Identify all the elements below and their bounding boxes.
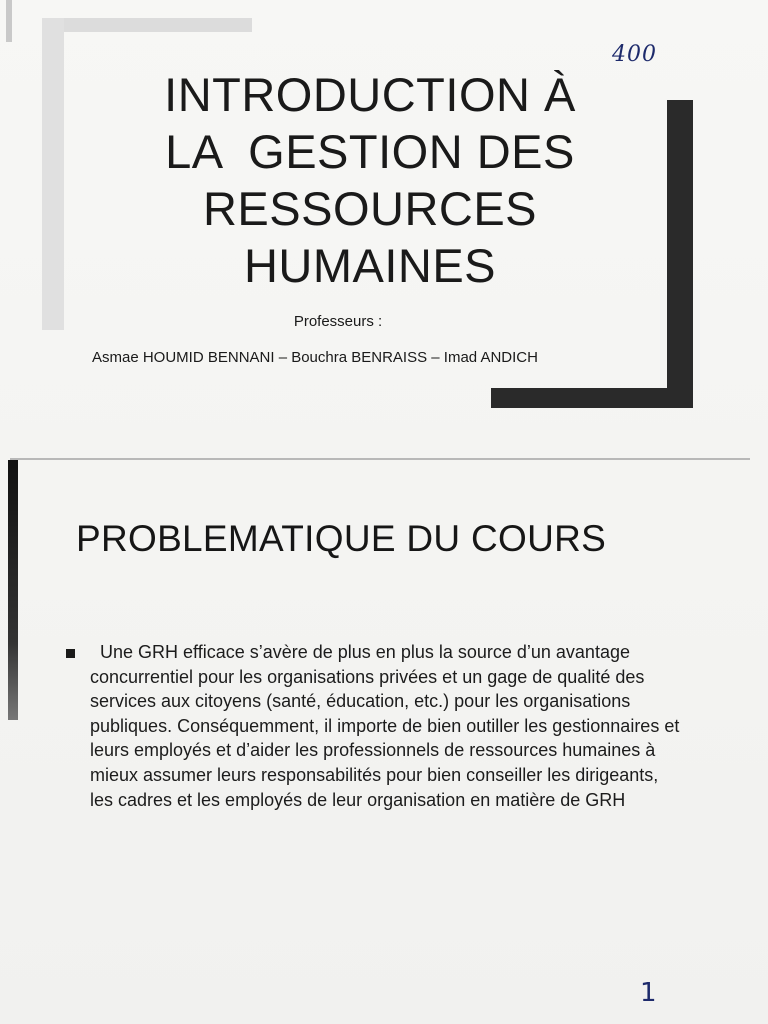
- authors-list: Asmae HOUMID BENNANI – Bouchra BENRAISS – Imad ANDICH: [92, 349, 538, 366]
- professors-label: Professeurs :: [293, 313, 383, 330]
- decorative-gray-bar-top: [60, 18, 252, 32]
- title-line-4: HUMAINES: [243, 239, 497, 292]
- title-line-3: RESSOURCES: [202, 182, 538, 235]
- bullet-text: Une GRH efficace s’avère de plus en plus la source d’un avantage concurrentiel pour les organisations privées et un gage de qualité des services aux citoyens (santé, éducation, etc.) pour les organisations publiques. Conséquemment, il importe de bien outiller les gestionnaires et leurs employés et d’aider les professionnels de ressources humaines à mieux assumer leurs responsabilités pour bien conseiller les dirigeants, les cadres et les employés de leur organisation en matière de GRH: [90, 642, 680, 810]
- presentation-title: [120, 66, 620, 294]
- decorative-black-bar-left: [8, 460, 18, 720]
- scan-edge-mark: [6, 0, 12, 42]
- slide-title: [0, 0, 768, 458]
- handwritten-number: 400: [612, 42, 657, 67]
- slide-divider: [10, 458, 750, 460]
- decorative-black-bar-bottom: [491, 388, 693, 408]
- decorative-black-bar-right: [667, 100, 693, 408]
- square-bullet-icon: [66, 649, 75, 658]
- decorative-gray-bar-left: [42, 18, 64, 330]
- handwritten-page-number: 1: [640, 978, 657, 1008]
- slide2-title: PROBLEMATIQUE DU COURS: [76, 518, 607, 559]
- bullet-item: [66, 640, 686, 812]
- title-line-1: INTRODUCTION À: [164, 68, 576, 121]
- title-line-2: LA GESTION DES: [165, 125, 575, 178]
